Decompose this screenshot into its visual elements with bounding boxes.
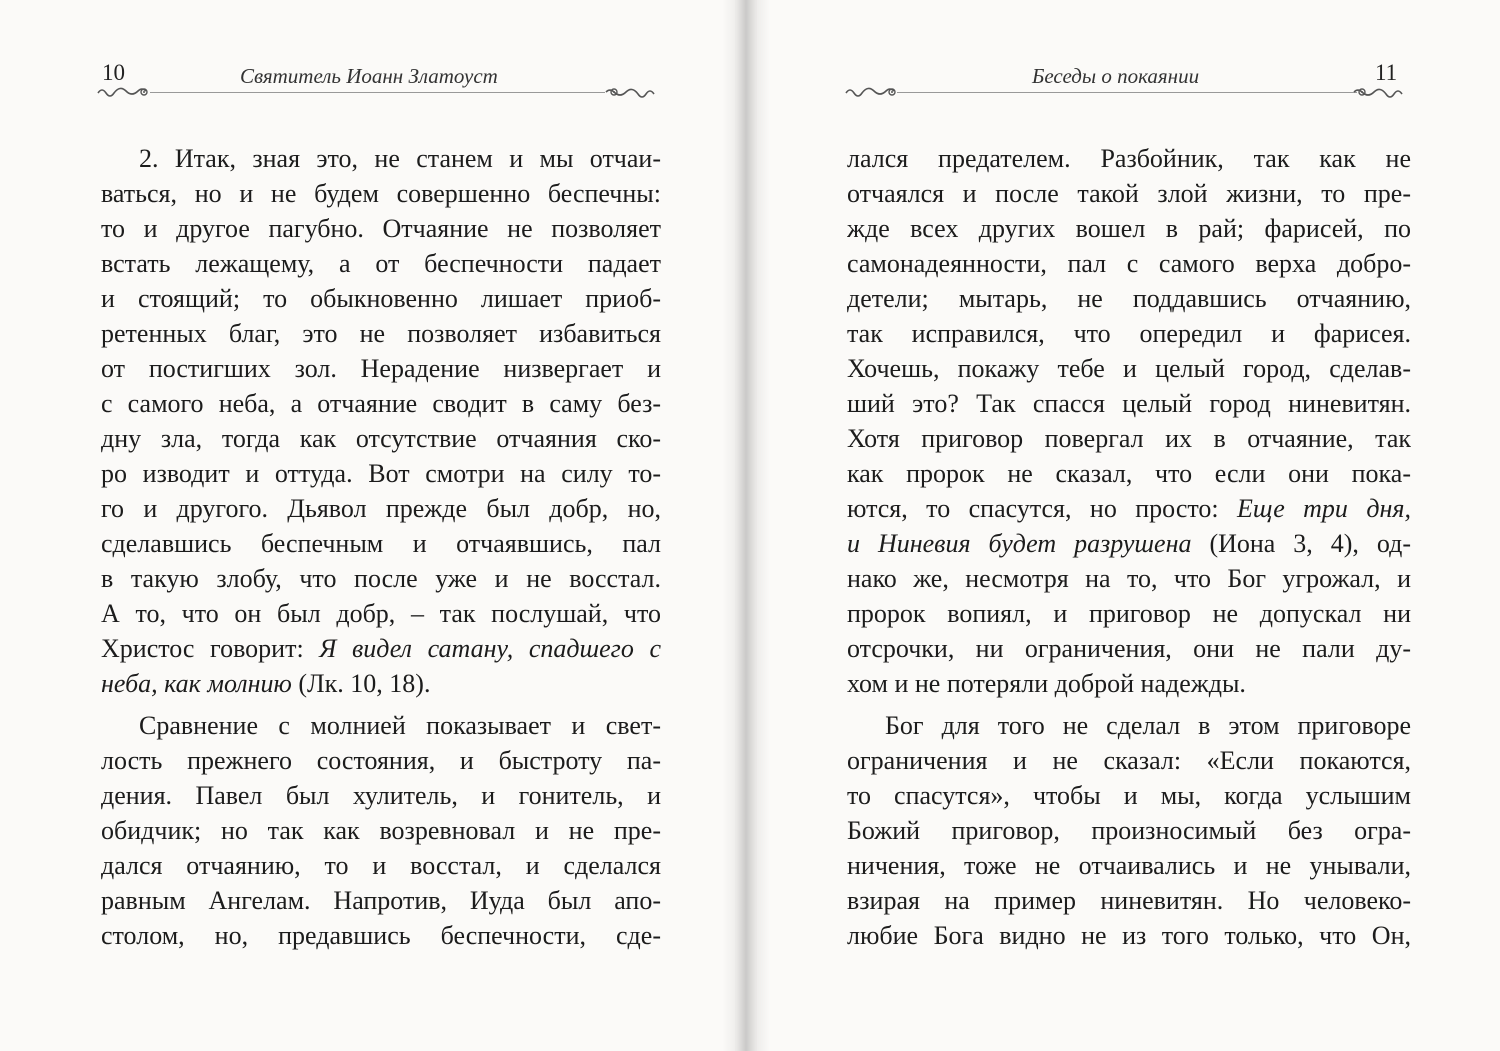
- text-line: [101, 778, 661, 813]
- paragraph: [101, 708, 661, 953]
- text-line: [847, 666, 1411, 701]
- line-text: Хочешь, покажу тебе и целый город, сделав-: [847, 354, 1411, 383]
- line-text: 2. Итак, зная это, не станем и мы отчаи-: [139, 144, 661, 173]
- line-text: то и другое пагубно. Отчаяние не позволяет: [101, 214, 661, 243]
- line-text: дался отчаянию, то и восстал, и сделался: [101, 851, 661, 880]
- body-text: [101, 141, 661, 960]
- text-line: [847, 246, 1411, 281]
- text-line: [847, 813, 1411, 848]
- line-text: с самого неба, а отчаяние сводит в саму без-: [101, 389, 661, 418]
- line-text: дения. Павел был хулитель, и гонитель, и: [101, 781, 661, 810]
- text-line: [101, 561, 661, 596]
- line-text: и стоящий; то обыкновенно лишает приоб-: [101, 284, 661, 313]
- scripture-reference: (Иона 3, 4), од-: [1191, 529, 1411, 558]
- running-title: Святитель Иоанн Златоуст: [240, 64, 498, 88]
- scripture-quote: Еще три дня,: [1237, 494, 1411, 523]
- right-page: [757, 0, 1500, 1051]
- line-text: А то, что он был добр, – так послушай, что: [101, 599, 661, 628]
- line-text: как пророк не сказал, что если они пока-: [847, 459, 1411, 488]
- text-line: [847, 848, 1411, 883]
- paragraph: [847, 708, 1411, 953]
- text-line: [101, 141, 661, 176]
- line-text: равным Ангелам. Напротив, Иуда был апо-: [101, 886, 661, 915]
- text-line: [847, 316, 1411, 351]
- text-line: [847, 561, 1411, 596]
- line-text: Божий приговор, произносимый без огра-: [847, 816, 1411, 845]
- text-line: [847, 141, 1411, 176]
- scripture-quote: Я видел сатану, спадшего с: [319, 634, 661, 663]
- text-line: [101, 666, 661, 701]
- line-text: ро изводит и оттуда. Вот смотри на силу то-: [101, 459, 661, 488]
- scroll-flourish-icon: [1350, 81, 1412, 101]
- line-text: самонадеянности, пал с самого верха добро-: [847, 249, 1411, 278]
- line-text: жде всех других вошел в рай; фарисей, по: [847, 214, 1411, 243]
- scroll-flourish-icon: [94, 81, 156, 101]
- text-line: [101, 281, 661, 316]
- line-text: ются, то спасутся, но просто:: [847, 494, 1238, 523]
- line-text: лался предателем. Разбойник, так как не: [847, 144, 1411, 173]
- text-line: [101, 386, 661, 421]
- line-text: Сравнение с молнией показывает и свет-: [139, 711, 661, 740]
- line-text: то спасутся», чтобы и мы, когда услышим: [847, 781, 1411, 810]
- line-text: ретенных благ, это не позволяет избавиться: [101, 319, 661, 348]
- line-text: отсрочки, ни ограничения, они не пали ду-: [847, 634, 1411, 663]
- page-number: 10: [102, 60, 125, 85]
- text-line: [847, 526, 1411, 561]
- text-line: [101, 211, 661, 246]
- text-line: [101, 848, 661, 883]
- scripture-quote: и Ниневия будет разрушена: [847, 529, 1192, 558]
- text-line: [847, 918, 1411, 953]
- line-text: ший это? Так спасся целый город ниневитян.: [847, 389, 1411, 418]
- text-line: [847, 883, 1411, 918]
- line-text: столом, но, предавшись беспечности, сде-: [101, 921, 661, 950]
- left-page-header: [100, 58, 668, 102]
- text-line: [847, 281, 1411, 316]
- text-line: [847, 211, 1411, 246]
- text-line: [847, 631, 1411, 666]
- line-text: нако же, несмотря на то, что Бог угрожал, и: [847, 564, 1411, 593]
- text-line: [101, 526, 661, 561]
- line-text: хом и не потеряли доброй надежды.: [847, 669, 1246, 698]
- text-line: [101, 176, 661, 211]
- line-text: от постигших зол. Нерадение низвергает и: [101, 354, 661, 383]
- line-text: ограничения и не сказал: «Если покаются,: [847, 746, 1411, 775]
- header-rule: [150, 92, 605, 93]
- scripture-quote: неба, как молнию: [101, 669, 292, 698]
- text-line: [847, 743, 1411, 778]
- text-line: [847, 176, 1411, 211]
- page-number: 11: [1375, 60, 1398, 85]
- line-text: обидчик; но так как возревновал и не пре-: [101, 816, 661, 845]
- body-text: [847, 141, 1411, 960]
- line-text: в такую злобу, что после уже и не восстал.: [101, 564, 661, 593]
- text-line: [847, 386, 1411, 421]
- line-text: сделавшись беспечным и отчаявшись, пал: [101, 529, 661, 558]
- right-page-header: [842, 58, 1410, 102]
- text-line: [847, 778, 1411, 813]
- scripture-reference: (Лк. 10, 18).: [291, 669, 431, 698]
- text-line: [101, 631, 661, 666]
- text-line: [101, 813, 661, 848]
- text-line: [847, 491, 1411, 526]
- text-line: [101, 316, 661, 351]
- line-text: Хотя приговор повергал их в отчаяние, так: [847, 424, 1411, 453]
- line-text: отчаялся и после такой злой жизни, то пре-: [847, 179, 1411, 208]
- line-text: так исправился, что опередил и фарисея.: [847, 319, 1411, 348]
- left-page: [0, 0, 735, 1051]
- text-line: [101, 708, 661, 743]
- line-text: Христос говорит:: [101, 634, 320, 663]
- book-gutter: [722, 0, 770, 1051]
- text-line: [847, 421, 1411, 456]
- line-text: детели; мытарь, не поддавшись отчаянию,: [847, 284, 1411, 313]
- text-line: [101, 351, 661, 386]
- text-line: [101, 246, 661, 281]
- line-text: ваться, но и не будем совершенно беспечны:: [101, 179, 661, 208]
- text-line: [101, 421, 661, 456]
- paragraph: [847, 141, 1411, 701]
- text-line: [847, 708, 1411, 743]
- text-line: [847, 596, 1411, 631]
- line-text: пророк вопиял, и приговор не допускал ни: [847, 599, 1411, 628]
- line-text: взирая на пример ниневитян. Но человеко-: [847, 886, 1411, 915]
- text-line: [101, 743, 661, 778]
- text-line: [101, 596, 661, 631]
- line-text: ничения, тоже не отчаивались и не унывали,: [847, 851, 1411, 880]
- line-text: го и другого. Дьявол прежде был добр, но,: [101, 494, 661, 523]
- text-line: [101, 491, 661, 526]
- text-line: [847, 456, 1411, 491]
- text-line: [101, 918, 661, 953]
- header-rule: [897, 92, 1357, 93]
- line-text: Бог для того не сделал в этом приговоре: [885, 711, 1411, 740]
- scroll-flourish-icon: [842, 81, 904, 101]
- paragraph: [101, 141, 661, 701]
- line-text: любие Бога видно не из того только, что Он,: [847, 921, 1411, 950]
- text-line: [847, 351, 1411, 386]
- line-text: встать лежащему, а от беспечности падает: [101, 249, 661, 278]
- scroll-flourish-icon: [602, 81, 664, 101]
- running-title: Беседы о покаянии: [1032, 64, 1200, 88]
- line-text: дну зла, тогда как отсутствие отчаяния ско-: [101, 424, 661, 453]
- text-line: [101, 456, 661, 491]
- text-line: [101, 883, 661, 918]
- line-text: лость прежнего состояния, и быстроту па-: [101, 746, 661, 775]
